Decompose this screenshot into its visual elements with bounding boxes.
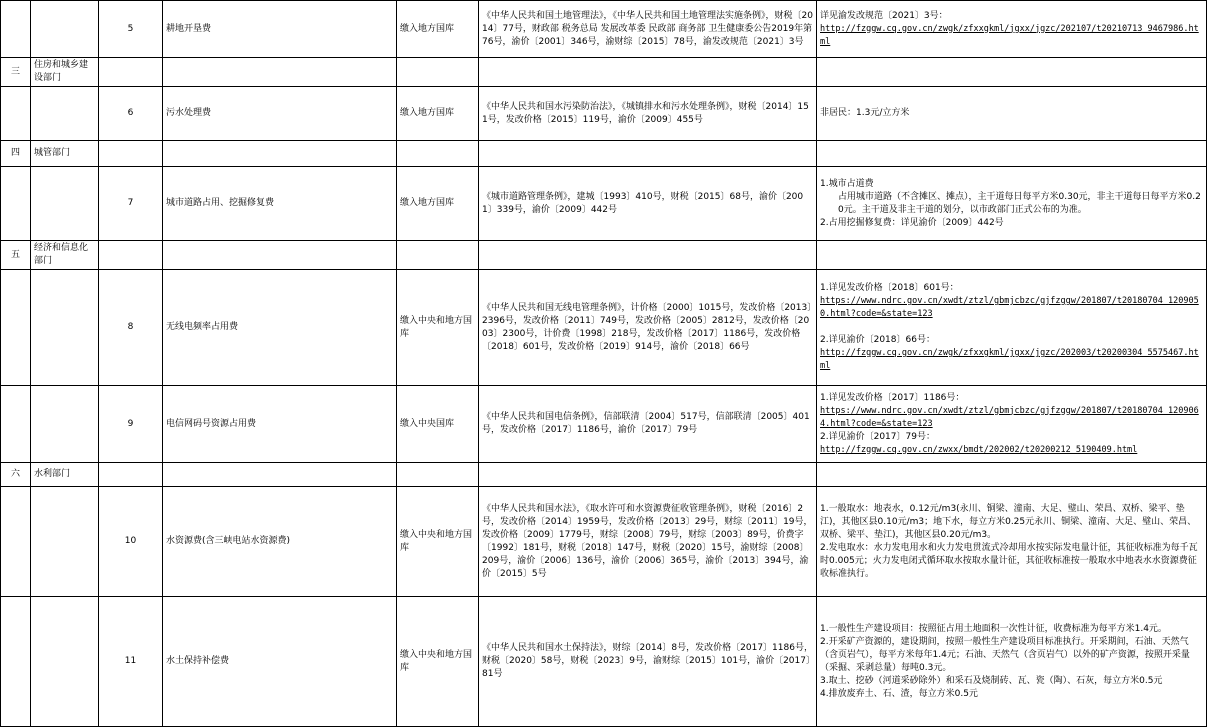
fee-standard[interactable]: [817, 270, 1207, 386]
treasury-type[interactable]: 缴入地方国库: [397, 1, 479, 58]
empty-cell[interactable]: [817, 141, 1207, 167]
item-number[interactable]: 8: [99, 270, 163, 386]
policy-basis[interactable]: 《中华人民共和国水污染防治法》，《城镇排水和污水处理条例》，财税〔2014〕151号，发改价格〔2015〕119号，渝价〔2009〕455号: [479, 87, 817, 141]
empty-cell[interactable]: [163, 241, 397, 270]
section-row: [1, 58, 1207, 87]
standard-line: 非居民：1.3元/立方米: [820, 108, 910, 118]
department-cell[interactable]: [31, 270, 99, 386]
standard-line: 2.发电取水：水力发电用水和火力发电贯流式冷却用水按实际发电量计征，其征收标准为每千瓦时0.005元；火力发电闭式循环取水按取水量计征，其征收标准按一般取水中地表水水资源费征收标准执行。: [820, 542, 1198, 579]
department-cell[interactable]: [31, 386, 99, 463]
section-row: [1, 141, 1207, 167]
empty-cell[interactable]: [397, 463, 479, 487]
standard-line: 4.排放废弃土、石、渣，每立方米0.5元: [820, 688, 978, 699]
empty-cell[interactable]: [817, 463, 1207, 487]
section-number[interactable]: 三: [1, 58, 31, 87]
department-cell[interactable]: [31, 487, 99, 597]
empty-cell[interactable]: [817, 58, 1207, 87]
table-row: [1, 87, 1207, 141]
section-name[interactable]: 水利部门: [31, 463, 99, 487]
section-number-cell[interactable]: [1, 386, 31, 463]
empty-cell[interactable]: [397, 241, 479, 270]
fee-name[interactable]: 水土保持补偿费: [163, 597, 397, 727]
empty-cell[interactable]: [99, 241, 163, 270]
department-cell[interactable]: [31, 1, 99, 58]
section-number-cell[interactable]: [1, 487, 31, 597]
fee-name[interactable]: 无线电频率占用费: [163, 270, 397, 386]
empty-cell[interactable]: [479, 463, 817, 487]
item-number[interactable]: 6: [99, 87, 163, 141]
empty-cell[interactable]: [163, 58, 397, 87]
table-row: [1, 597, 1207, 727]
section-name[interactable]: 住房和城乡建设部门: [31, 58, 99, 87]
empty-cell[interactable]: [397, 141, 479, 167]
standard-link[interactable]: http://fzggw.cq.gov.cn/zwxx/bmdt/202002/t20200212_5190409.html: [820, 444, 1138, 455]
fee-standard[interactable]: [817, 597, 1207, 727]
policy-basis[interactable]: 《中华人民共和国水土保持法》，财综〔2014〕8号，发改价格〔2017〕1186号，财税〔2020〕58号，财税〔2023〕9号，渝财综〔2015〕101号，渝价〔2017〕81号: [479, 597, 817, 727]
empty-cell[interactable]: [479, 58, 817, 87]
section-number[interactable]: 六: [1, 463, 31, 487]
empty-cell[interactable]: [163, 141, 397, 167]
treasury-type[interactable]: 缴入地方国库: [397, 167, 479, 241]
standard-line: 占用城市道路（不含摊区、摊点），主干道每日每平方米0.30元，非主干道每日每平方米0.20元。主干道及非主干道的划分，以市政部门正式公布的为准。: [838, 191, 1201, 215]
standard-link[interactable]: https://www.ndrc.gov.cn/xwdt/ztzl/gbmjcbzc/gjfzggw/201807/t20180704_1209064.html?code=&state=123: [820, 405, 1199, 429]
policy-basis[interactable]: 《城市道路管理条例》，建城〔1993〕410号，财税〔2015〕68号，渝价〔2001〕339号，渝价〔2009〕442号: [479, 167, 817, 241]
section-row: [1, 463, 1207, 487]
policy-basis[interactable]: 《中华人民共和国土地管理法》，《中华人民共和国土地管理法实施条例》，财税〔2014〕77号，财政部 税务总局 发展改革委 民政部 商务部 卫生健康委公告2019年第76号，渝价〔2001〕346号，渝财综〔2015〕78号，渝发改规范〔2021〕3号: [479, 1, 817, 58]
standard-line: 2.详见渝价〔2017〕79号：: [820, 431, 935, 442]
fee-name[interactable]: 电信网码号资源占用费: [163, 386, 397, 463]
section-row: [1, 241, 1207, 270]
empty-cell[interactable]: [479, 141, 817, 167]
table-row: [1, 386, 1207, 463]
fee-standard[interactable]: [817, 386, 1207, 463]
section-number-cell[interactable]: [1, 597, 31, 727]
fee-name[interactable]: 水资源费(含三峡电站水资源费): [163, 487, 397, 597]
section-number[interactable]: 五: [1, 241, 31, 270]
standard-line: 2.详见渝价〔2018〕66号：: [820, 335, 935, 345]
fee-standard[interactable]: [817, 1, 1207, 58]
empty-cell[interactable]: [817, 241, 1207, 270]
item-number[interactable]: 9: [99, 386, 163, 463]
table-row: [1, 270, 1207, 386]
section-name[interactable]: 城管部门: [31, 141, 99, 167]
fee-name[interactable]: 污水处理费: [163, 87, 397, 141]
standard-line: 1.城市占道费: [820, 178, 874, 189]
fee-name[interactable]: 城市道路占用、挖掘修复费: [163, 167, 397, 241]
blank-line: [820, 321, 1203, 334]
treasury-type[interactable]: 缴入中央和地方国库: [397, 270, 479, 386]
standard-link[interactable]: http://fzggw.cq.gov.cn/zwgk/zfxxgkml/jgxx/jgzc/202107/t20210713_9467986.html: [820, 23, 1199, 47]
section-name[interactable]: 经济和信息化部门: [31, 241, 99, 270]
fee-standard[interactable]: [817, 487, 1207, 597]
fee-standard[interactable]: [817, 87, 1207, 141]
standard-line: 详见渝发改规范〔2021〕3号：: [820, 10, 948, 21]
standard-line: 2.占用挖掘修复费：详见渝价〔2009〕442号: [820, 217, 1004, 228]
standard-line: 1.详见发改价格〔2018〕601号：: [820, 283, 959, 293]
department-cell[interactable]: [31, 167, 99, 241]
standard-line: 2.开采矿产资源的，建设期间，按照一般性生产建设项目标准执行。开采期间，石油、天然气（含页岩气），每平方米每年1.4元；石油、天然气（含页岩气）以外的矿产资源，按照开采量（采掘、采剥总量）每吨0.3元。: [820, 636, 1190, 673]
treasury-type[interactable]: 缴入中央和地方国库: [397, 597, 479, 727]
section-number-cell[interactable]: [1, 87, 31, 141]
policy-basis[interactable]: 《中华人民共和国电信条例》，信部联清〔2004〕517号，信部联清〔2005〕401号，发改价格〔2017〕1186号，渝价〔2017〕79号: [479, 386, 817, 463]
table-row: [1, 167, 1207, 241]
empty-cell[interactable]: [163, 463, 397, 487]
empty-cell[interactable]: [479, 241, 817, 270]
table-row: [1, 1, 1207, 58]
empty-cell[interactable]: [397, 58, 479, 87]
section-number-cell[interactable]: [1, 167, 31, 241]
item-number[interactable]: 11: [99, 597, 163, 727]
standard-link[interactable]: https://www.ndrc.gov.cn/xwdt/ztzl/gbmjcbzc/gjfzggw/201807/t20180704_1209050.html?code=&state=123: [820, 296, 1199, 319]
treasury-type[interactable]: 缴入中央和地方国库: [397, 487, 479, 597]
treasury-type[interactable]: 缴入地方国库: [397, 87, 479, 141]
item-number[interactable]: 10: [99, 487, 163, 597]
standard-link[interactable]: http://fzggw.cq.gov.cn/zwgk/zfxxgkml/jgxx/jgzc/202003/t20200304_5575467.html: [820, 348, 1199, 371]
empty-cell[interactable]: [99, 141, 163, 167]
fee-name[interactable]: 耕地开垦费: [163, 1, 397, 58]
policy-basis[interactable]: 《中华人民共和国无线电管理条例》，计价格〔2000〕1015号，发改价格〔2013〕2396号，发改价格〔2011〕749号，发改价格〔2005〕2812号，发改价格〔2003〕2300号，计价费〔1998〕218号，发改价格〔2017〕1186号，发改价格〔2018〕601号，发改价格〔2019〕914号，渝价〔2018〕66号: [479, 270, 817, 386]
table-row: [1, 487, 1207, 597]
fee-standard[interactable]: [817, 167, 1207, 241]
item-number[interactable]: 7: [99, 167, 163, 241]
standard-line: 1.一般性生产建设项目：按照征占用土地面积一次性计征，收费标准为每平方米1.4元。: [820, 623, 1167, 634]
department-cell[interactable]: [31, 87, 99, 141]
item-number[interactable]: 5: [99, 1, 163, 58]
empty-cell[interactable]: [99, 463, 163, 487]
standard-line: 1.详见发改价格〔2017〕1186号：: [820, 392, 965, 403]
treasury-type[interactable]: 缴入中央国库: [397, 386, 479, 463]
section-number-cell[interactable]: [1, 1, 31, 58]
policy-basis[interactable]: 《中华人民共和国水法》，《取水许可和水资源费征收管理条例》，财税〔2016〕2号，发改价格〔2014〕1959号，发改价格〔2013〕29号，财综〔2011〕19号，发改价格〔2009〕1779号，财综〔2008〕79号，财综〔2003〕89号，价费字〔1992〕181号，财税〔2018〕147号，财税〔2020〕15号，渝财综〔2008〕209号，渝价〔2006〕136号，渝价〔2006〕365号，渝价〔2013〕394号，渝价〔2015〕5号: [479, 487, 817, 597]
standard-line: 1.一般取水：地表水，0.12元/m3(永川、铜梁、潼南、大足、璧山、荣昌、双桥、梁平、垫江)，其他区县0.10元/m3；地下水，每立方米0.25元永川、铜梁、潼南、大足、璧山、荣昌、双桥、梁平、垫江)，其他区县0.20元/m3。: [820, 503, 1197, 540]
standard-line: 3.取土、挖砂（河道采砂除外）和采石及烧制砖、瓦、瓷（陶）、石灰，每立方米0.5元: [820, 675, 1163, 686]
department-cell[interactable]: [31, 597, 99, 727]
empty-cell[interactable]: [99, 58, 163, 87]
section-number[interactable]: 四: [1, 141, 31, 167]
section-number-cell[interactable]: [1, 270, 31, 386]
